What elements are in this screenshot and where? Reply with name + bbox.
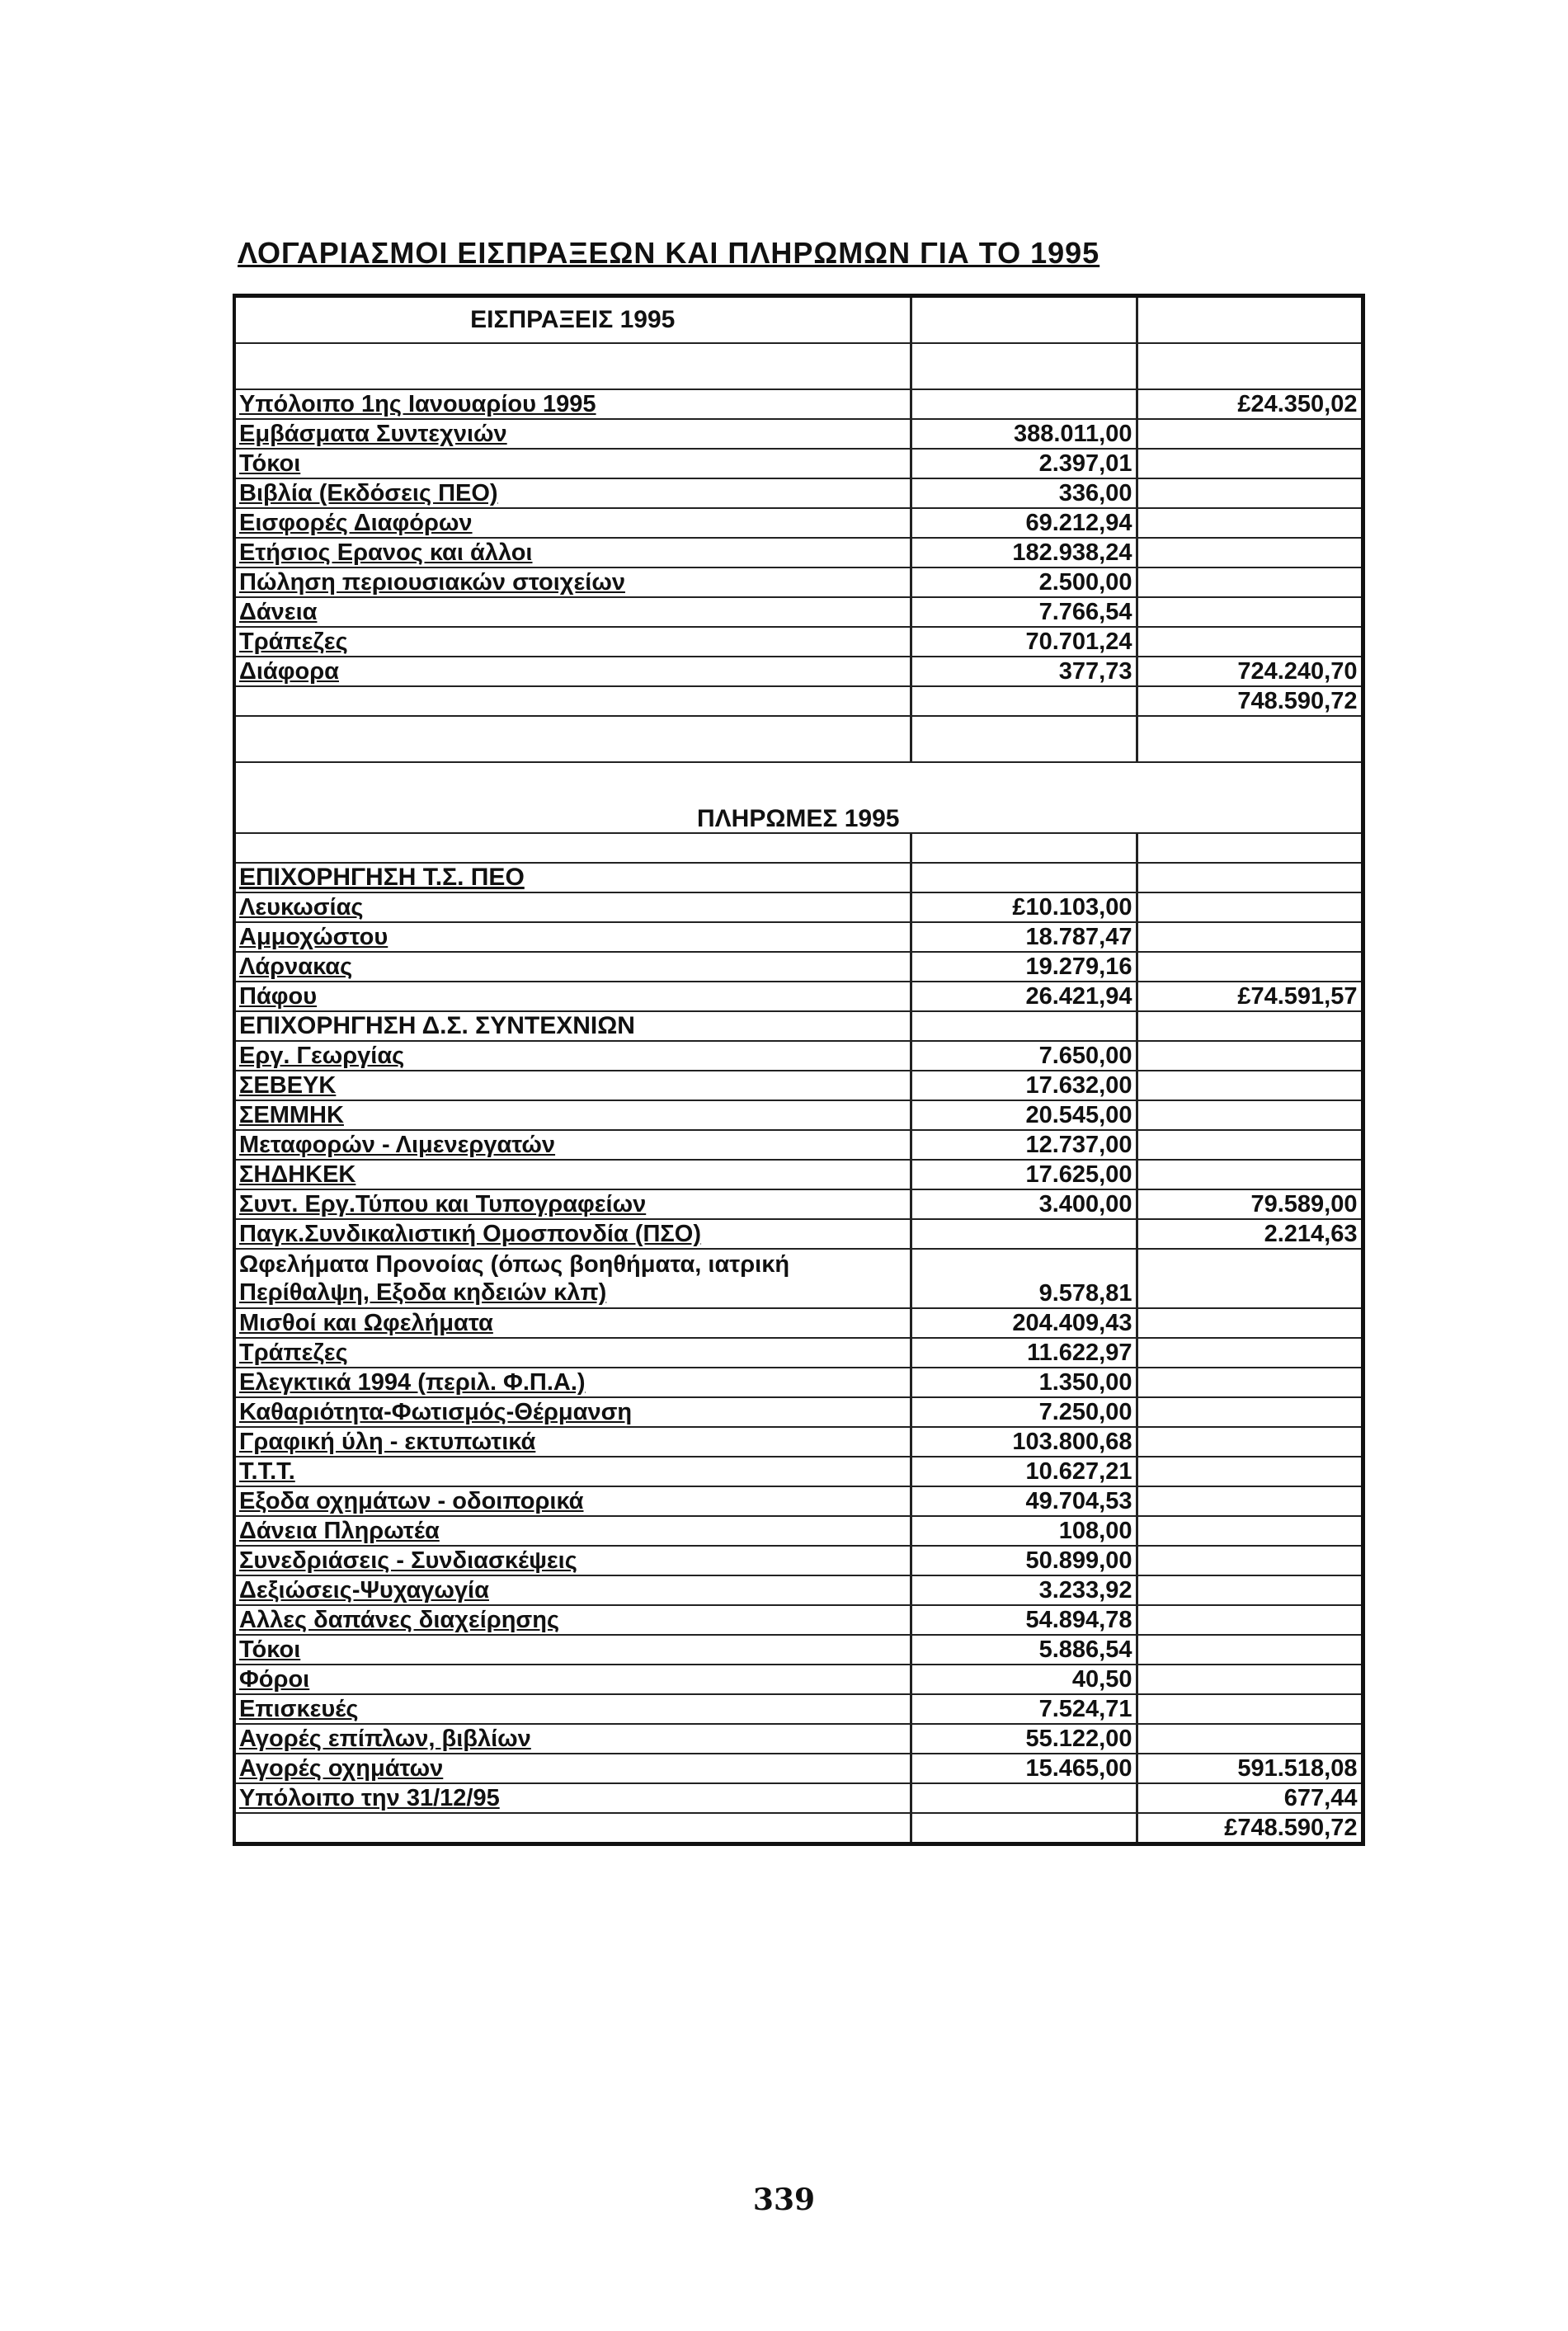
row-label xyxy=(234,892,911,922)
row-label xyxy=(234,1130,911,1160)
payment-row xyxy=(234,1546,1363,1575)
row-label xyxy=(234,597,911,627)
row-label-text: Εμβάσματα Συντεχνιών xyxy=(239,421,507,447)
row-total xyxy=(1137,508,1363,538)
row-label xyxy=(234,1338,911,1368)
row-label-text: Συντ. Εργ.Τύπου και Τυπογραφείων xyxy=(239,1191,647,1217)
row-label-text: Αμμοχώστου xyxy=(239,924,388,950)
row-label xyxy=(234,982,911,1011)
row-label xyxy=(234,1219,911,1249)
row-label xyxy=(234,863,911,892)
row-total xyxy=(1137,478,1363,508)
row-total xyxy=(1137,1605,1363,1635)
row-amount xyxy=(911,508,1137,538)
row-label xyxy=(234,1754,911,1783)
row-label-text: Αγορές οχημάτων xyxy=(239,1755,444,1782)
benefit-line-1: Ωφελήματα Προνοίας (όπως βοηθήματα, ιατρική xyxy=(239,1251,790,1278)
row-total xyxy=(1137,1635,1363,1665)
row-total xyxy=(1137,657,1363,686)
row-total xyxy=(1137,716,1363,762)
row-amount xyxy=(911,419,1137,449)
row-total xyxy=(1137,1694,1363,1724)
row-total xyxy=(1137,389,1363,419)
row-amount-text: 204.409,43 xyxy=(1012,1310,1132,1336)
payment-row xyxy=(234,1130,1363,1160)
payment-row xyxy=(234,1783,1363,1813)
row-amount-text: 7.766,54 xyxy=(1038,599,1132,625)
payment-row xyxy=(234,1694,1363,1724)
row-total xyxy=(1137,1189,1363,1219)
row-total xyxy=(1137,449,1363,478)
row-label-text: Δάνεια Πληρωτέα xyxy=(239,1518,440,1544)
row-amount xyxy=(911,343,1137,389)
row-label xyxy=(234,1189,911,1219)
row-label-text: Τράπεζες xyxy=(239,1340,348,1366)
row-amount xyxy=(911,1427,1137,1457)
row-label-text: Πάφου xyxy=(239,983,318,1010)
row-total xyxy=(1137,627,1363,657)
row-amount xyxy=(911,567,1137,597)
row-amount-text: 3.400,00 xyxy=(1038,1191,1132,1217)
spacer-row xyxy=(234,833,1363,863)
row-label-text: Τόκοι xyxy=(239,1636,301,1663)
row-amount-text: 50.899,00 xyxy=(1025,1547,1132,1574)
row-label-text: ΣΕΜΜΗΚ xyxy=(239,1102,344,1128)
payment-row xyxy=(234,1427,1363,1457)
row-total xyxy=(1137,922,1363,952)
row-amount xyxy=(911,1249,1137,1308)
row-total xyxy=(1137,982,1363,1011)
row-amount xyxy=(911,1813,1137,1844)
payment-row xyxy=(234,1071,1363,1100)
row-label xyxy=(234,1813,911,1844)
row-label-text: Τ.Τ.Τ. xyxy=(239,1458,295,1485)
row-total xyxy=(1137,1071,1363,1100)
income-heading: ΕΙΣΠΡΑΞΕΙΣ 1995 xyxy=(234,296,911,344)
row-label xyxy=(234,716,911,762)
row-label-text: Επισκευές xyxy=(239,1696,359,1722)
payments-heading xyxy=(234,762,1363,833)
row-amount-text: 15.465,00 xyxy=(1025,1755,1132,1782)
row-total xyxy=(1137,1575,1363,1605)
payment-row xyxy=(234,1813,1363,1844)
row-label xyxy=(234,922,911,952)
row-total xyxy=(1137,1368,1363,1397)
row-label xyxy=(234,1783,911,1813)
row-label xyxy=(234,1457,911,1486)
row-amount-text: 2.397,01 xyxy=(1038,450,1132,477)
row-total xyxy=(1137,892,1363,922)
empty-cell xyxy=(911,296,1137,344)
row-label-text: Υπόλοιπο την 31/12/95 xyxy=(239,1785,500,1811)
row-label-text: Εξοδα οχημάτων - οδοιπορικά xyxy=(239,1488,584,1514)
row-amount-text: 108,00 xyxy=(1058,1518,1132,1544)
row-label-text: Μισθοί και Ωφελήματα xyxy=(239,1310,493,1336)
row-label-text: Φόροι xyxy=(239,1666,310,1693)
row-amount-text: 12.737,00 xyxy=(1025,1132,1132,1158)
row-label xyxy=(234,1368,911,1397)
page-number: 339 xyxy=(752,2183,816,2217)
row-label-text: Αγορές επίπλων, βιβλίων xyxy=(239,1726,531,1752)
row-label xyxy=(234,686,911,716)
payments-heading-text: ΠΛΗΡΩΜΕΣ 1995 xyxy=(697,805,900,832)
row-amount xyxy=(911,892,1137,922)
row-total xyxy=(1137,538,1363,567)
row-label xyxy=(234,627,911,657)
row-amount-text: 2.500,00 xyxy=(1038,569,1132,596)
row-label xyxy=(234,419,911,449)
row-total-text: £74.591,57 xyxy=(1237,983,1358,1010)
row-amount-text: 7.250,00 xyxy=(1038,1399,1132,1425)
income-row xyxy=(234,389,1363,419)
row-label-text: Δεξιώσεις-Ψυχαγωγία xyxy=(239,1577,489,1603)
row-total xyxy=(1137,1546,1363,1575)
row-amount xyxy=(911,982,1137,1011)
row-label-text: Λευκωσίας xyxy=(239,894,364,921)
row-label xyxy=(234,1041,911,1071)
income-row xyxy=(234,597,1363,627)
row-label xyxy=(234,1694,911,1724)
income-row xyxy=(234,686,1363,716)
row-label-text: Συνεδριάσεις - Συνδιασκέψεις xyxy=(239,1547,577,1574)
row-label xyxy=(234,952,911,982)
row-total xyxy=(1137,1427,1363,1457)
row-amount xyxy=(911,1457,1137,1486)
row-amount xyxy=(911,1041,1137,1071)
row-label-text: Υπόλοιπο 1ης Ιανουαρίου 1995 xyxy=(239,391,596,417)
row-total xyxy=(1137,1100,1363,1130)
row-total xyxy=(1137,1249,1363,1308)
payment-row xyxy=(234,1575,1363,1605)
row-amount-text: 103.800,68 xyxy=(1012,1429,1132,1455)
payment-row xyxy=(234,1189,1363,1219)
row-amount-text: 54.894,78 xyxy=(1025,1607,1132,1633)
row-label xyxy=(234,833,911,863)
row-total xyxy=(1137,1486,1363,1516)
row-total-text: £24.350,02 xyxy=(1237,391,1358,417)
row-amount xyxy=(911,1546,1137,1575)
row-label xyxy=(234,567,911,597)
row-amount-text: 20.545,00 xyxy=(1025,1102,1132,1128)
accounts-table xyxy=(233,294,1365,1846)
row-amount xyxy=(911,1486,1137,1516)
payment-row xyxy=(234,952,1363,982)
row-total xyxy=(1137,1308,1363,1338)
row-total-text: 748.590,72 xyxy=(1237,688,1358,714)
empty-cell xyxy=(1137,296,1363,344)
income-row xyxy=(234,567,1363,597)
row-amount xyxy=(911,389,1137,419)
row-amount-text: 9.578,81 xyxy=(1038,1280,1132,1307)
row-label xyxy=(234,389,911,419)
row-amount xyxy=(911,1189,1137,1219)
row-label-text: ΕΠΙΧΟΡΗΓΗΣΗ Τ.Σ. ΠΕΟ xyxy=(239,864,525,891)
row-total-text: 79.589,00 xyxy=(1250,1191,1358,1217)
section-row xyxy=(234,1011,1363,1041)
row-amount-text: 336,00 xyxy=(1058,480,1132,506)
row-label xyxy=(234,1605,911,1635)
payment-row xyxy=(234,1368,1363,1397)
row-label xyxy=(234,449,911,478)
row-amount xyxy=(911,1219,1137,1249)
row-amount-text: 17.625,00 xyxy=(1025,1161,1132,1188)
row-total xyxy=(1137,1724,1363,1754)
row-label xyxy=(234,1071,911,1100)
row-label-text: Λάρνακας xyxy=(239,954,353,980)
income-heading-row xyxy=(234,296,1363,344)
row-label-text: Μεταφορών - Λιμενεργατών xyxy=(239,1132,556,1158)
row-label xyxy=(234,1011,911,1041)
row-total xyxy=(1137,1160,1363,1189)
row-amount xyxy=(911,1575,1137,1605)
row-total xyxy=(1137,1457,1363,1486)
row-label-text: Πώληση περιουσιακών στοιχείων xyxy=(239,569,625,596)
income-row xyxy=(234,449,1363,478)
row-amount xyxy=(911,1368,1137,1397)
row-amount xyxy=(911,863,1137,892)
row-amount-text: 40,50 xyxy=(1071,1666,1132,1693)
row-amount-text: 10.627,21 xyxy=(1025,1458,1132,1485)
income-row xyxy=(234,627,1363,657)
income-row xyxy=(234,657,1363,686)
row-label xyxy=(234,1308,911,1338)
payment-row xyxy=(234,1338,1363,1368)
row-total xyxy=(1137,1783,1363,1813)
row-amount xyxy=(911,1516,1137,1546)
row-label-text: Διάφορα xyxy=(239,658,339,685)
row-amount-text: 11.622,97 xyxy=(1027,1340,1132,1366)
row-amount-text: 18.787,47 xyxy=(1025,924,1132,950)
payment-row xyxy=(234,1635,1363,1665)
payment-row xyxy=(234,1754,1363,1783)
row-amount-text: 49.704,53 xyxy=(1025,1488,1132,1514)
row-label-text: Ελεγκτικά 1994 (περιλ. Φ.Π.Α.) xyxy=(239,1369,586,1396)
row-label xyxy=(234,1100,911,1130)
row-label-text: ΕΠΙΧΟΡΗΓΗΣΗ Δ.Σ. ΣΥΝΤΕΧΝΙΩΝ xyxy=(239,1012,635,1039)
row-label xyxy=(234,1575,911,1605)
row-amount-text: 55.122,00 xyxy=(1025,1726,1132,1752)
payment-row xyxy=(234,1724,1363,1754)
payment-row xyxy=(234,1100,1363,1130)
row-amount xyxy=(911,952,1137,982)
row-amount xyxy=(911,1605,1137,1635)
payments-heading-row xyxy=(234,762,1363,833)
section-row xyxy=(234,863,1363,892)
row-amount xyxy=(911,1724,1137,1754)
row-label xyxy=(234,1160,911,1189)
row-total xyxy=(1137,833,1363,863)
row-label-text: Δάνεια xyxy=(239,599,318,625)
row-amount-text: 17.632,00 xyxy=(1025,1072,1132,1099)
row-total xyxy=(1137,1011,1363,1041)
row-label xyxy=(234,1427,911,1457)
row-total xyxy=(1137,1516,1363,1546)
row-amount-text: £10.103,00 xyxy=(1012,894,1132,921)
payment-row xyxy=(234,892,1363,922)
row-label-text: Καθαριότητα-Φωτισμός-Θέρμανση xyxy=(239,1399,633,1425)
income-row xyxy=(234,478,1363,508)
row-total-text: 2.214,63 xyxy=(1264,1221,1358,1247)
income-row xyxy=(234,419,1363,449)
row-amount xyxy=(911,1130,1137,1160)
row-amount xyxy=(911,922,1137,952)
row-amount xyxy=(911,1338,1137,1368)
row-total xyxy=(1137,1813,1363,1844)
row-total xyxy=(1137,1397,1363,1427)
row-amount xyxy=(911,1011,1137,1041)
row-amount xyxy=(911,1160,1137,1189)
row-amount xyxy=(911,627,1137,657)
row-amount-text: 388.011,00 xyxy=(1013,421,1132,447)
row-total xyxy=(1137,343,1363,389)
payment-row xyxy=(234,1665,1363,1694)
row-label xyxy=(234,1486,911,1516)
row-label xyxy=(234,1249,911,1308)
row-amount xyxy=(911,1783,1137,1813)
payment-row xyxy=(234,922,1363,952)
payment-row xyxy=(234,982,1363,1011)
payment-row xyxy=(234,1160,1363,1189)
row-total xyxy=(1137,1665,1363,1694)
row-amount-text: 70.701,24 xyxy=(1025,629,1132,655)
spacer-row xyxy=(234,343,1363,389)
row-total-text: 591.518,08 xyxy=(1237,1755,1358,1782)
row-label-text: ΣΗΔΗΚΕΚ xyxy=(239,1161,356,1188)
row-label-text: Εργ. Γεωργίας xyxy=(239,1043,405,1069)
row-total xyxy=(1137,1130,1363,1160)
row-amount-text: 69.212,94 xyxy=(1025,510,1132,536)
payment-row xyxy=(234,1397,1363,1427)
row-label xyxy=(234,508,911,538)
row-amount xyxy=(911,1754,1137,1783)
row-amount xyxy=(911,597,1137,627)
row-label xyxy=(234,478,911,508)
row-total-text: 724.240,70 xyxy=(1237,658,1358,685)
payment-row xyxy=(234,1516,1363,1546)
row-label xyxy=(234,1516,911,1546)
row-amount xyxy=(911,1308,1137,1338)
row-amount-text: 5.886,54 xyxy=(1038,1636,1132,1663)
row-total xyxy=(1137,863,1363,892)
row-label-text: Γραφική ύλη - εκτυπωτικά xyxy=(239,1429,536,1455)
row-label xyxy=(234,1724,911,1754)
row-label-text: ΣΕΒΕΥΚ xyxy=(239,1072,337,1099)
row-amount xyxy=(911,1071,1137,1100)
row-label-text: Βιβλία (Εκδόσεις ΠΕΟ) xyxy=(239,480,498,506)
row-total xyxy=(1137,567,1363,597)
row-total xyxy=(1137,1041,1363,1071)
row-amount-text: 19.279,16 xyxy=(1025,954,1132,980)
row-label-text: Αλλες δαπάνες διαχείρησης xyxy=(239,1607,560,1633)
payment-row xyxy=(234,1605,1363,1635)
row-label-text: Εισφορές Διαφόρων xyxy=(239,510,473,536)
payment-row-benefits xyxy=(234,1249,1363,1308)
row-total xyxy=(1137,1754,1363,1783)
row-total xyxy=(1137,597,1363,627)
row-amount-text: 1.350,00 xyxy=(1038,1369,1132,1396)
row-amount-text: 182.938,24 xyxy=(1012,539,1132,566)
payment-row xyxy=(234,1486,1363,1516)
row-amount-text: 7.650,00 xyxy=(1038,1043,1132,1069)
income-row xyxy=(234,508,1363,538)
row-amount-text: 26.421,94 xyxy=(1025,983,1132,1010)
row-amount xyxy=(911,1635,1137,1665)
payment-row xyxy=(234,1308,1363,1338)
row-label-text: Τράπεζες xyxy=(239,629,348,655)
row-total-text: 677,44 xyxy=(1283,1785,1358,1811)
row-amount-text: 3.233,92 xyxy=(1038,1577,1132,1603)
income-row xyxy=(234,538,1363,567)
row-label-text: Παγκ.Συνδικαλιστική Ομοσπονδία (ΠΣΟ) xyxy=(239,1221,702,1247)
row-amount xyxy=(911,1694,1137,1724)
row-total-text: £748.590,72 xyxy=(1224,1815,1358,1841)
row-amount-text: 7.524,71 xyxy=(1038,1696,1132,1722)
row-total xyxy=(1137,1219,1363,1249)
benefit-line-2: Περίθαλψη, Εξοδα κηδειών κλπ) xyxy=(239,1279,607,1306)
row-label xyxy=(234,1546,911,1575)
row-label xyxy=(234,1665,911,1694)
row-amount-text: 377,73 xyxy=(1058,658,1132,685)
row-amount xyxy=(911,657,1137,686)
row-label xyxy=(234,1635,911,1665)
row-total xyxy=(1137,1338,1363,1368)
page-title: ΛΟΓΑΡΙΑΣΜΟΙ ΕΙΣΠΡΑΞΕΩΝ ΚΑΙ ΠΛΗΡΩΜΩΝ ΓΙΑ ΤΟ 1995 xyxy=(238,236,1100,270)
row-amount xyxy=(911,1397,1137,1427)
payment-row xyxy=(234,1219,1363,1249)
payment-row xyxy=(234,1041,1363,1071)
row-label xyxy=(234,1397,911,1427)
row-total xyxy=(1137,419,1363,449)
row-amount xyxy=(911,716,1137,762)
row-amount xyxy=(911,1100,1137,1130)
row-amount xyxy=(911,449,1137,478)
payment-row xyxy=(234,1457,1363,1486)
accounts-table-body xyxy=(234,296,1363,1844)
row-total xyxy=(1137,952,1363,982)
row-label xyxy=(234,343,911,389)
row-label-text: Ετήσιος Ερανος και άλλοι xyxy=(239,539,533,566)
row-amount xyxy=(911,833,1137,863)
row-amount xyxy=(911,478,1137,508)
row-amount xyxy=(911,538,1137,567)
spacer-row xyxy=(234,716,1363,762)
row-label xyxy=(234,657,911,686)
row-amount xyxy=(911,686,1137,716)
row-label-text: Τόκοι xyxy=(239,450,301,477)
row-label xyxy=(234,538,911,567)
row-total xyxy=(1137,686,1363,716)
row-amount xyxy=(911,1665,1137,1694)
